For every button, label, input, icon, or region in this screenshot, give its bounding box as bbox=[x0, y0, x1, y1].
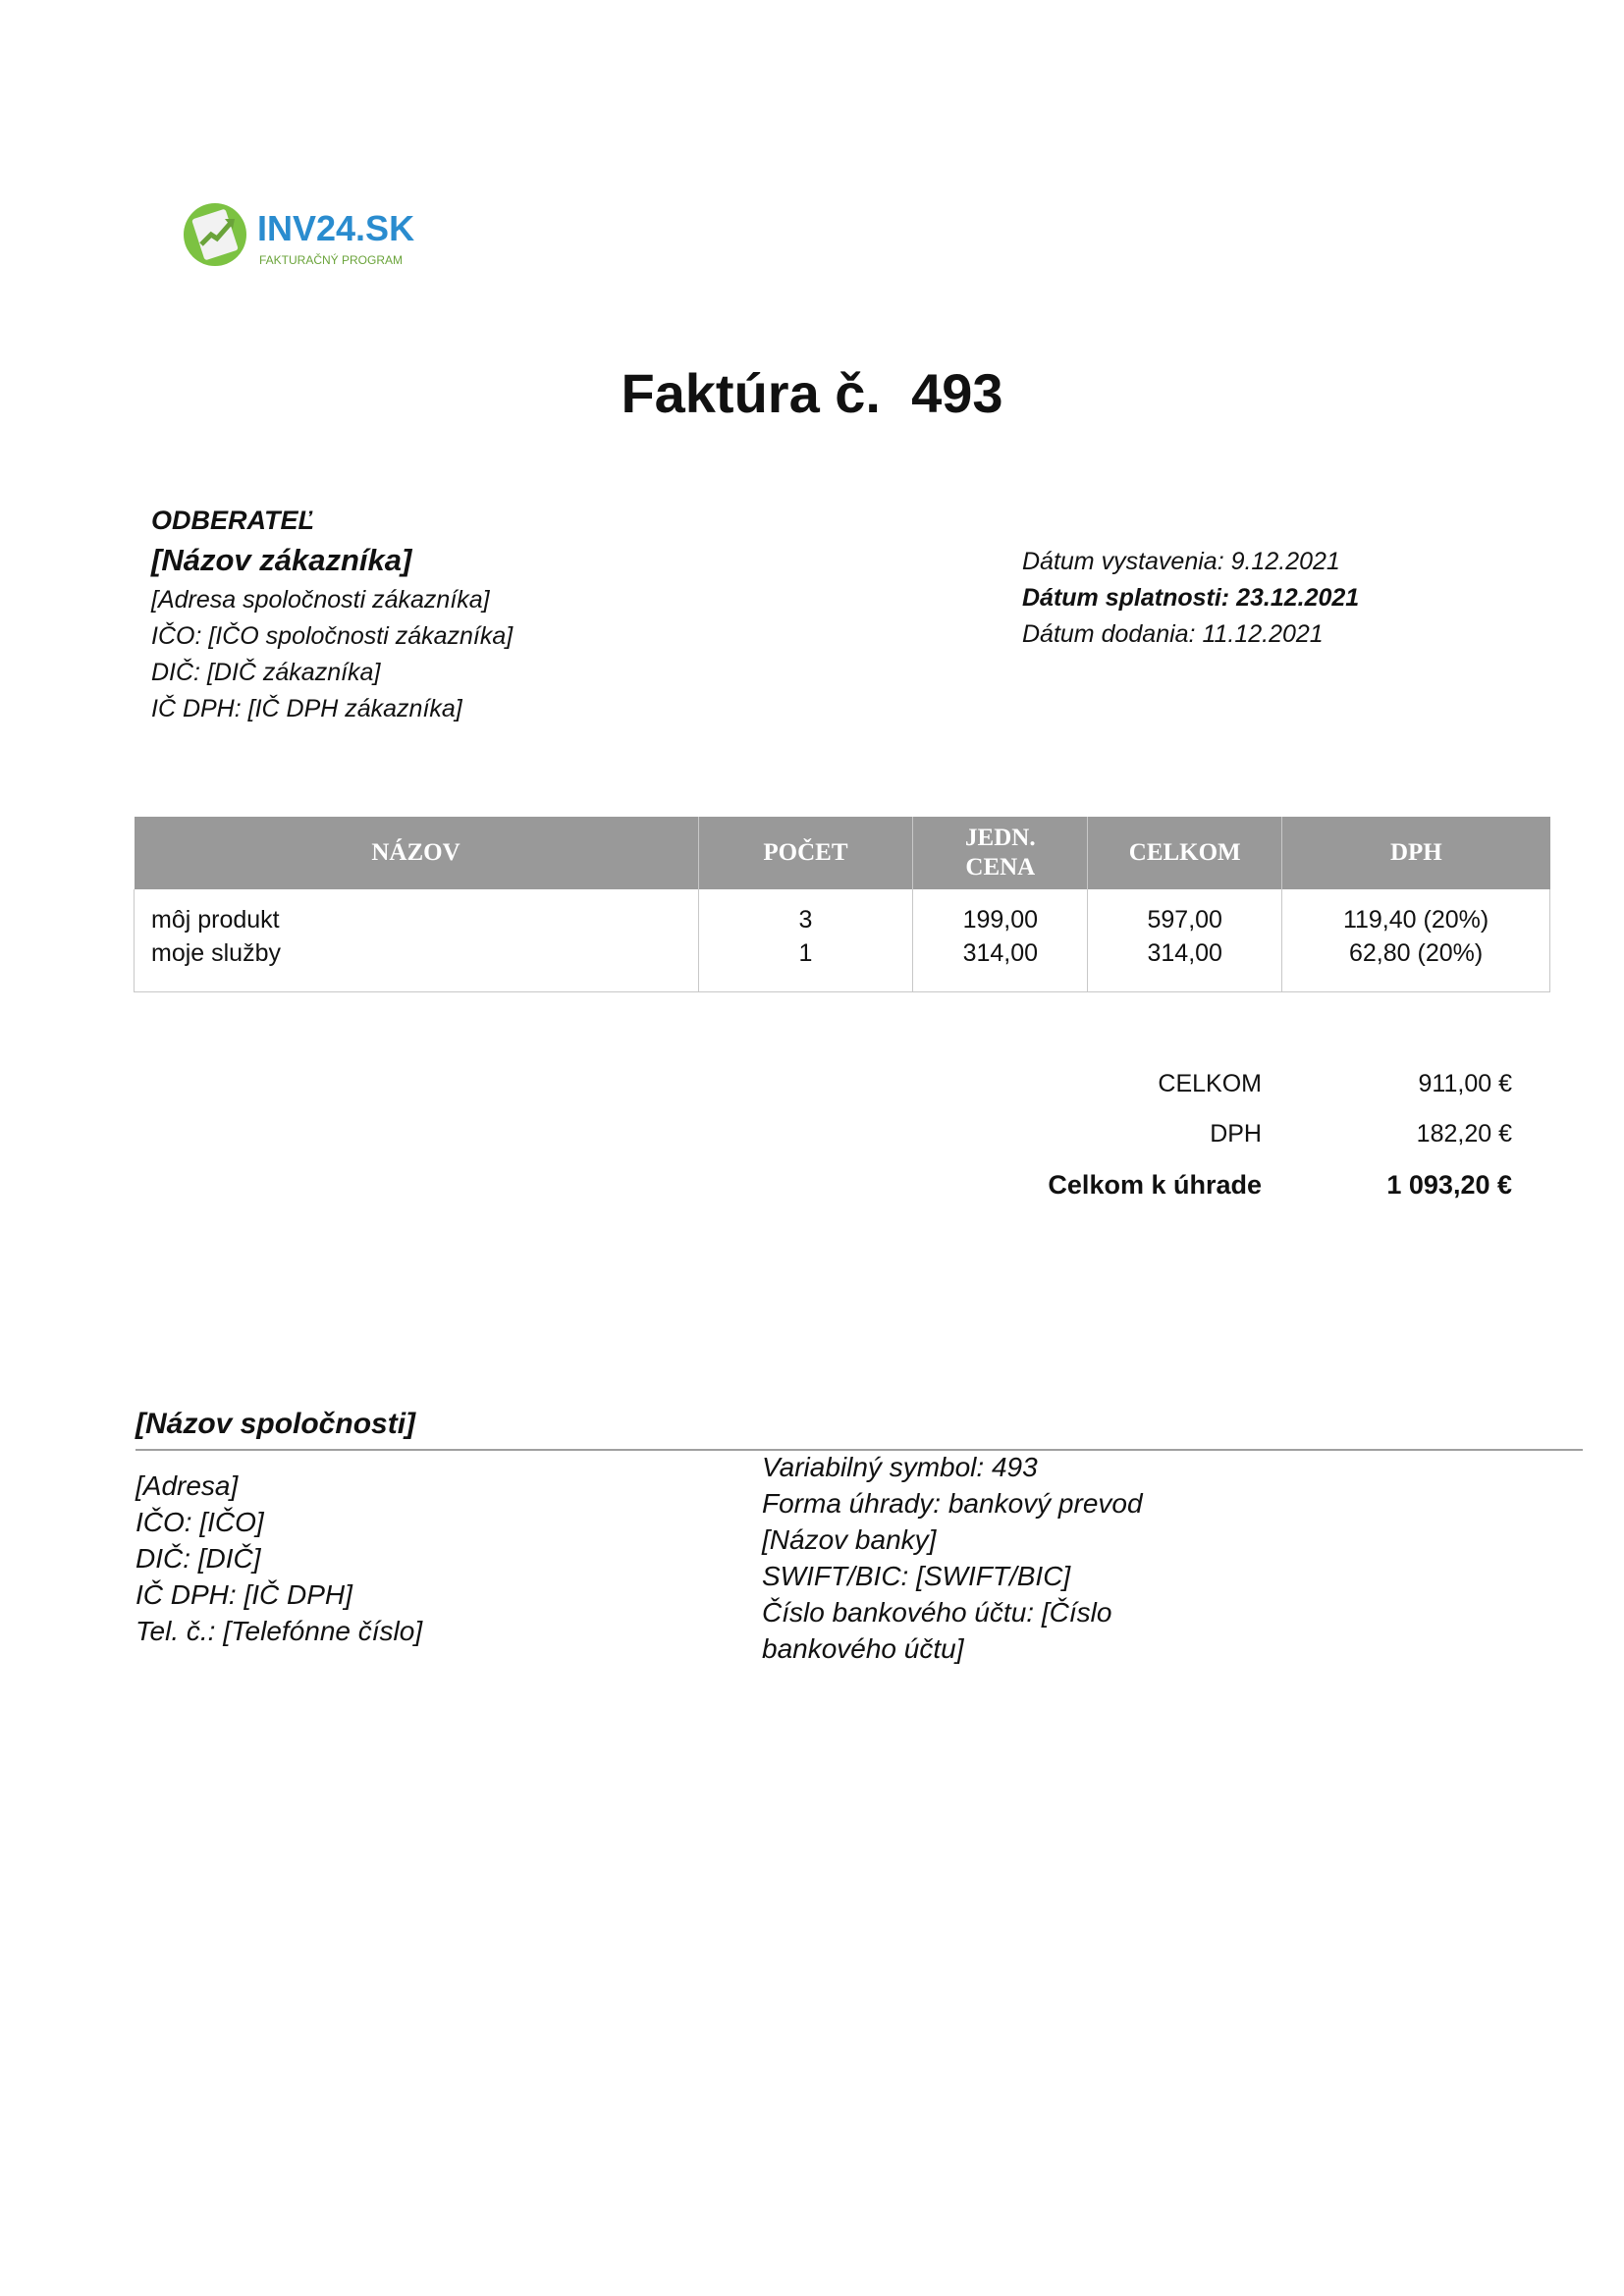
header-qty: POČET bbox=[698, 817, 913, 889]
supplier-dic: DIČ: [DIČ] bbox=[135, 1543, 261, 1574]
supplier-icdph: IČ DPH: [IČ DPH] bbox=[135, 1579, 352, 1610]
row-1-total: 597,00 bbox=[1147, 906, 1222, 934]
row-1-vat: 119,40 (20%) bbox=[1342, 906, 1489, 934]
supplier-address: [Adresa] bbox=[135, 1470, 239, 1501]
logo-tagline: FAKTURAČNÝ PROGRAM bbox=[259, 253, 404, 267]
customer-icdph: IČ DPH: [IČ DPH zákazníka] bbox=[151, 695, 462, 722]
subtotal-row bbox=[982, 1070, 1512, 1120]
grand-total-label: Celkom k úhrade bbox=[1048, 1170, 1262, 1200]
cell-vat bbox=[1282, 889, 1550, 992]
bank-name: [Názov banky] bbox=[762, 1524, 937, 1555]
items-table bbox=[134, 817, 1550, 992]
supplier-block bbox=[135, 1468, 422, 1649]
header-name: NÁZOV bbox=[135, 817, 699, 889]
vat-row bbox=[982, 1120, 1512, 1170]
grand-total-row bbox=[982, 1170, 1512, 1220]
vat-value: 182,20 € bbox=[1416, 1120, 1512, 1148]
account-number-line2: bankového účtu] bbox=[762, 1633, 964, 1664]
customer-ico: IČO: [IČO spoločnosti zákazníka] bbox=[151, 622, 514, 650]
cell-total bbox=[1088, 889, 1282, 992]
row-1-name: môj produkt bbox=[151, 906, 280, 934]
logo-brand: INV24.SK bbox=[257, 208, 415, 248]
cell-unit-price bbox=[913, 889, 1088, 992]
payment-block bbox=[762, 1449, 1143, 1667]
header-unit-price-line1: JEDN. bbox=[965, 825, 1036, 851]
due-date: Dátum splatnosti: 23.12.2021 bbox=[1022, 584, 1360, 612]
row-1-qty: 3 bbox=[798, 906, 813, 934]
table-header-row bbox=[135, 817, 1550, 889]
header-unit-price bbox=[913, 817, 1088, 889]
row-2-unit-price: 314,00 bbox=[962, 939, 1039, 967]
table-row bbox=[135, 889, 1550, 992]
dates-block bbox=[1022, 544, 1359, 653]
vat-label: DPH bbox=[1210, 1120, 1262, 1148]
supplier-name: [Názov spoločnosti] bbox=[135, 1408, 416, 1440]
header-total: CELKOM bbox=[1088, 817, 1282, 889]
header-unit-price-line2: CENA bbox=[965, 854, 1036, 881]
swift: SWIFT/BIC: [SWIFT/BIC] bbox=[762, 1561, 1071, 1591]
customer-dic: DIČ: [DIČ zákazníka] bbox=[151, 659, 381, 686]
row-2-total: 314,00 bbox=[1147, 939, 1222, 967]
page-title: Faktúra č. 493 bbox=[621, 362, 1003, 424]
totals-block bbox=[982, 1070, 1512, 1220]
supplier-ico: IČO: [IČO] bbox=[135, 1507, 264, 1537]
delivery-date: Dátum dodania: 11.12.2021 bbox=[1022, 620, 1324, 648]
row-2-vat: 62,80 (20%) bbox=[1348, 939, 1484, 967]
customer-name: [Názov zákazníka] bbox=[151, 543, 412, 577]
customer-label: ODBERATEĽ bbox=[151, 506, 314, 535]
subtotal-label: CELKOM bbox=[1158, 1070, 1262, 1097]
cell-qty bbox=[698, 889, 913, 992]
grand-total-value: 1 093,20 € bbox=[1386, 1170, 1512, 1200]
supplier-phone: Tel. č.: [Telefónne číslo] bbox=[135, 1616, 423, 1646]
row-1-unit-price: 199,00 bbox=[962, 906, 1039, 934]
variable-symbol: Variabilný symbol: 493 bbox=[762, 1452, 1038, 1482]
header-vat: DPH bbox=[1282, 817, 1550, 889]
customer-address: [Adresa spoločnosti zákazníka] bbox=[151, 586, 490, 614]
payment-method: Forma úhrady: bankový prevod bbox=[762, 1488, 1143, 1519]
subtotal-value: 911,00 € bbox=[1418, 1070, 1512, 1097]
issue-date: Dátum vystavenia: 9.12.2021 bbox=[1022, 548, 1340, 575]
cell-name bbox=[135, 889, 699, 992]
account-number-line1: Číslo bankového účtu: [Číslo bbox=[762, 1597, 1112, 1628]
row-2-qty: 1 bbox=[798, 939, 813, 967]
row-2-name: moje služby bbox=[151, 939, 281, 967]
customer-block bbox=[151, 503, 513, 727]
